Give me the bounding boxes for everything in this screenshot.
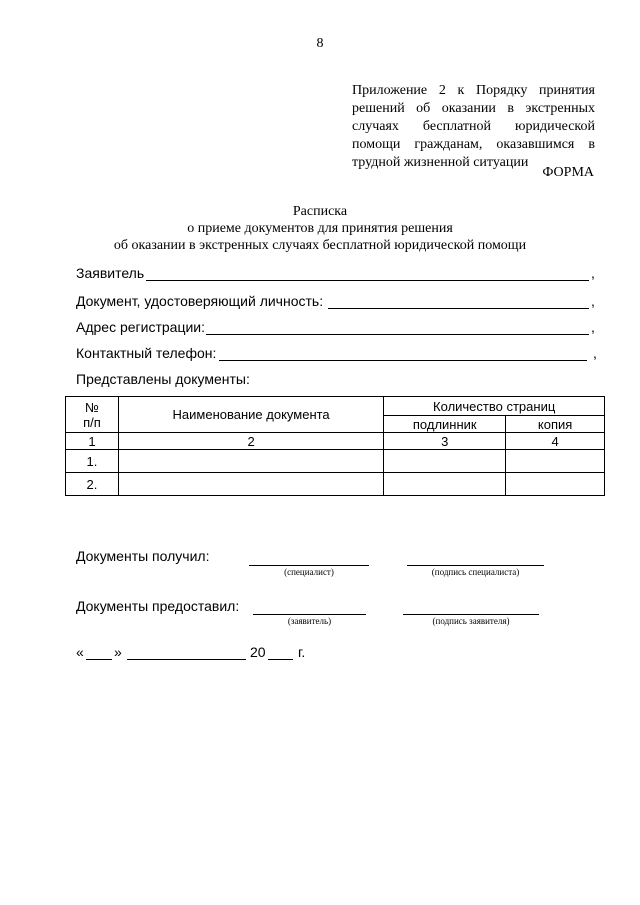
header-number-line1: № bbox=[84, 399, 99, 415]
row-copy-pages[interactable] bbox=[506, 450, 605, 473]
applicant-sign-line[interactable] bbox=[253, 614, 366, 615]
specialist-line[interactable] bbox=[249, 565, 369, 566]
close-quote: » bbox=[114, 644, 122, 660]
year-prefix: 20 bbox=[250, 644, 266, 660]
address-label: Адрес регистрации: bbox=[76, 319, 206, 335]
row-number: 2. bbox=[66, 473, 119, 496]
title-line-2: о приеме документов для принятия решения bbox=[187, 221, 453, 236]
appendix-note bbox=[352, 82, 595, 172]
row-number: 1. bbox=[66, 450, 119, 473]
provided-label: Документы предоставил: bbox=[76, 598, 240, 614]
year-suffix: г. bbox=[298, 644, 306, 660]
row-document-name[interactable] bbox=[118, 473, 383, 496]
table-row bbox=[66, 450, 605, 473]
index-cell: 1 bbox=[66, 433, 119, 450]
index-cell: 4 bbox=[506, 433, 605, 450]
comma: , bbox=[591, 265, 595, 281]
header-document-name: Наименование документа bbox=[118, 397, 383, 433]
header-number bbox=[66, 397, 119, 433]
header-number-line2: п/п bbox=[83, 414, 101, 430]
documents-table bbox=[65, 396, 605, 496]
specialist-signature-line[interactable] bbox=[407, 565, 544, 566]
phone-field bbox=[76, 345, 606, 365]
id-document-input-line[interactable] bbox=[328, 308, 589, 309]
applicant-field bbox=[76, 265, 606, 285]
address-input-line[interactable] bbox=[206, 334, 589, 335]
header-original: подлинник bbox=[384, 416, 506, 433]
title-line-3: об оказании в экстренных случаях бесплатной юридической помощи bbox=[113, 238, 527, 253]
page-number: 8 bbox=[316, 36, 324, 51]
index-cell: 2 bbox=[118, 433, 383, 450]
row-original-pages[interactable] bbox=[384, 450, 506, 473]
year-line[interactable] bbox=[268, 659, 293, 660]
row-copy-pages[interactable] bbox=[506, 473, 605, 496]
id-document-label: Документ, удостоверяющий личность: bbox=[76, 293, 324, 309]
form-label: ФОРМА bbox=[542, 165, 594, 180]
header-page-count: Количество страниц bbox=[384, 397, 605, 416]
appendix-line: Приложение 2 к Порядку принятия bbox=[352, 83, 595, 98]
applicant-caption: (заявитель) bbox=[287, 616, 332, 626]
applicant-label: Заявитель bbox=[76, 265, 145, 281]
table-row bbox=[66, 473, 605, 496]
specialist-caption: (специалист) bbox=[284, 567, 334, 577]
index-cell: 3 bbox=[384, 433, 506, 450]
phone-label: Контактный телефон: bbox=[76, 345, 217, 361]
day-line[interactable] bbox=[86, 659, 112, 660]
document-title bbox=[0, 203, 640, 254]
header-copy: копия bbox=[506, 416, 605, 433]
open-quote: « bbox=[76, 644, 84, 660]
appendix-line: трудной жизненной ситуации bbox=[352, 155, 529, 170]
appendix-line: решений об оказании в экстренных bbox=[352, 101, 595, 116]
date-row bbox=[76, 644, 376, 664]
comma: , bbox=[591, 319, 595, 335]
table-header-row bbox=[66, 397, 605, 416]
comma: , bbox=[593, 345, 597, 361]
title-line-1: Расписка bbox=[292, 204, 348, 219]
phone-input-line[interactable] bbox=[219, 360, 587, 361]
applicant-signature-caption: (подпись заявителя) bbox=[432, 616, 510, 626]
comma: , bbox=[591, 293, 595, 309]
specialist-signature-caption: (подпись специалиста) bbox=[431, 567, 520, 577]
documents-label: Представлены документы: bbox=[76, 371, 250, 387]
month-line[interactable] bbox=[127, 659, 246, 660]
applicant-input-line[interactable] bbox=[146, 280, 589, 281]
id-document-field bbox=[76, 293, 606, 313]
row-document-name[interactable] bbox=[118, 450, 383, 473]
appendix-line: помощи гражданам, оказавшимся в bbox=[352, 137, 595, 152]
row-original-pages[interactable] bbox=[384, 473, 506, 496]
address-field bbox=[76, 319, 606, 339]
applicant-signature-line[interactable] bbox=[403, 614, 539, 615]
appendix-line: случаях бесплатной юридической bbox=[352, 119, 595, 134]
received-label: Документы получил: bbox=[76, 548, 210, 564]
table-index-row bbox=[66, 433, 605, 450]
